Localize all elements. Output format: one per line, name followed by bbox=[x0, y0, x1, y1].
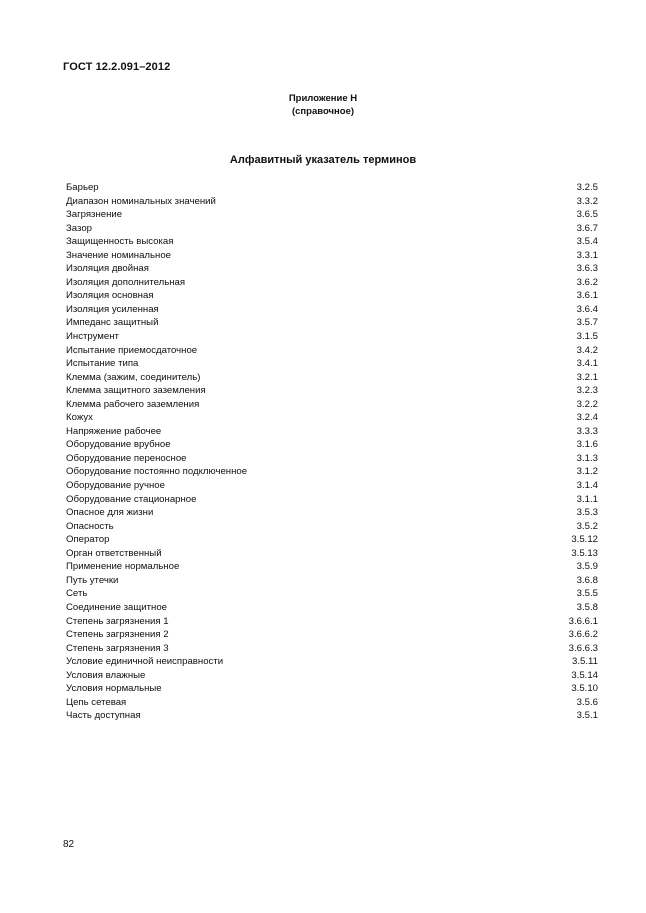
term-name: Напряжение рабочее bbox=[66, 425, 162, 437]
term-reference: 3.6.1 bbox=[576, 290, 598, 302]
term-name: Степень загрязнения 3 bbox=[66, 642, 169, 654]
term-reference: 3.5.7 bbox=[576, 317, 598, 329]
appendix-title: Приложение Н bbox=[288, 93, 358, 104]
term-reference: 3.6.2 bbox=[576, 276, 598, 288]
term-reference: 3.2.3 bbox=[576, 385, 598, 397]
term-reference: 3.1.1 bbox=[576, 493, 598, 505]
appendix-heading bbox=[0, 92, 646, 118]
term-reference: 3.3.1 bbox=[576, 249, 598, 261]
term-entry bbox=[66, 547, 598, 561]
term-name: Цепь сетевая bbox=[66, 696, 127, 708]
term-reference: 3.6.6.3 bbox=[568, 642, 598, 654]
term-entry bbox=[66, 289, 598, 303]
term-reference: 3.2.1 bbox=[576, 371, 598, 383]
index-title: Алфавитный указатель терминов bbox=[229, 154, 417, 166]
term-reference: 3.6.6.1 bbox=[568, 615, 598, 627]
term-name: Испытание приемосдаточное bbox=[66, 344, 198, 356]
term-entry bbox=[66, 235, 598, 249]
term-entry bbox=[66, 249, 598, 263]
term-reference: 3.5.6 bbox=[576, 696, 598, 708]
term-reference: 3.5.1 bbox=[576, 710, 598, 722]
term-entry bbox=[66, 520, 598, 534]
term-name: Изоляция усиленная bbox=[66, 303, 159, 315]
term-name: Клемма рабочего заземления bbox=[66, 398, 200, 410]
term-reference: 3.4.1 bbox=[576, 358, 598, 370]
term-entry bbox=[66, 709, 598, 723]
term-name: Импеданс защитный bbox=[66, 317, 159, 329]
term-name: Орган ответственный bbox=[66, 547, 162, 559]
term-entry bbox=[66, 384, 598, 398]
term-name: Часть доступная bbox=[66, 710, 141, 722]
term-reference: 3.5.13 bbox=[571, 547, 598, 559]
term-reference: 3.6.5 bbox=[576, 209, 598, 221]
term-reference: 3.6.8 bbox=[576, 574, 598, 586]
term-reference: 3.5.10 bbox=[571, 683, 598, 695]
term-reference: 3.5.3 bbox=[576, 507, 598, 519]
term-name: Путь утечки bbox=[66, 574, 119, 586]
term-name: Опасность bbox=[66, 520, 114, 532]
term-entry bbox=[66, 208, 598, 222]
term-entry bbox=[66, 642, 598, 656]
term-name: Применение нормальное bbox=[66, 561, 180, 573]
term-reference: 3.2.4 bbox=[576, 412, 598, 424]
term-entry bbox=[66, 398, 598, 412]
term-reference: 3.1.2 bbox=[576, 466, 598, 478]
term-name: Барьер bbox=[66, 182, 99, 193]
term-name: Степень загрязнения 2 bbox=[66, 629, 169, 641]
term-reference: 3.5.5 bbox=[576, 588, 598, 600]
term-entry bbox=[66, 195, 598, 209]
term-entry bbox=[66, 344, 598, 358]
term-name: Испытание типа bbox=[66, 358, 139, 370]
term-name: Соединение защитное bbox=[66, 601, 167, 613]
term-name: Оператор bbox=[66, 534, 110, 546]
term-entry bbox=[66, 628, 598, 642]
term-entry bbox=[66, 438, 598, 452]
term-reference: 3.1.3 bbox=[576, 452, 598, 464]
term-entry bbox=[66, 533, 598, 547]
term-reference: 3.5.9 bbox=[576, 561, 598, 573]
term-entry bbox=[66, 222, 598, 236]
term-entry bbox=[66, 357, 598, 371]
term-entry bbox=[66, 303, 598, 317]
term-name: Оборудование переносное bbox=[66, 452, 187, 464]
term-entry bbox=[66, 493, 598, 507]
term-entry bbox=[66, 560, 598, 574]
term-entry bbox=[66, 316, 598, 330]
term-entry bbox=[66, 587, 598, 601]
term-entry bbox=[66, 371, 598, 385]
term-name: Зазор bbox=[66, 222, 92, 234]
term-reference: 3.3.3 bbox=[576, 425, 598, 437]
term-name: Степень загрязнения 1 bbox=[66, 615, 169, 627]
term-name: Кожух bbox=[66, 412, 93, 424]
term-name: Загрязнение bbox=[66, 209, 123, 221]
term-entry bbox=[66, 669, 598, 683]
term-reference: 3.1.5 bbox=[576, 331, 598, 343]
term-reference: 3.2.2 bbox=[576, 398, 598, 410]
term-entry bbox=[66, 425, 598, 439]
term-entry bbox=[66, 601, 598, 615]
page-number: 82 bbox=[63, 839, 75, 850]
term-entry bbox=[66, 452, 598, 466]
term-reference: 3.5.14 bbox=[571, 669, 598, 681]
term-name: Оборудование стационарное bbox=[66, 493, 197, 505]
term-entry bbox=[66, 682, 598, 696]
term-name: Оборудование ручное bbox=[66, 480, 165, 492]
term-name: Изоляция дополнительная bbox=[66, 276, 186, 288]
term-entry bbox=[66, 574, 598, 588]
term-name: Диапазон номинальных значений bbox=[66, 195, 216, 207]
term-name: Изоляция двойная bbox=[66, 263, 149, 275]
standard-header: ГОСТ 12.2.091–2012 bbox=[63, 61, 171, 73]
term-name: Изоляция основная bbox=[66, 290, 154, 302]
term-reference: 3.5.11 bbox=[572, 656, 598, 668]
term-name: Защищенность высокая bbox=[66, 236, 174, 248]
term-reference: 3.4.2 bbox=[576, 344, 598, 356]
term-entry bbox=[66, 181, 598, 195]
term-reference: 3.5.8 bbox=[576, 601, 598, 613]
term-name: Клемма защитного заземления bbox=[66, 385, 206, 397]
term-entry bbox=[66, 615, 598, 629]
term-reference: 3.6.7 bbox=[576, 222, 598, 234]
term-name: Оборудование постоянно подключенное bbox=[66, 466, 248, 478]
term-entry bbox=[66, 506, 598, 520]
term-name: Инструмент bbox=[66, 331, 119, 343]
appendix-subtitle: (справочное) bbox=[291, 106, 355, 117]
term-reference: 3.2.5 bbox=[576, 182, 598, 193]
term-reference: 3.3.2 bbox=[576, 195, 598, 207]
term-entry bbox=[66, 479, 598, 493]
term-reference: 3.5.4 bbox=[576, 236, 598, 248]
term-name: Сеть bbox=[66, 588, 88, 600]
term-reference: 3.5.12 bbox=[571, 534, 598, 546]
term-entry bbox=[66, 411, 598, 425]
term-entry bbox=[66, 276, 598, 290]
term-entry bbox=[66, 655, 598, 669]
term-index-list bbox=[66, 181, 598, 723]
term-name: Клемма (зажим, соединитель) bbox=[66, 371, 201, 383]
term-entry bbox=[66, 262, 598, 276]
term-reference: 3.5.2 bbox=[576, 520, 598, 532]
term-reference: 3.6.3 bbox=[576, 263, 598, 275]
term-name: Оборудование врубное bbox=[66, 439, 171, 451]
term-reference: 3.1.4 bbox=[576, 480, 598, 492]
term-reference: 3.6.4 bbox=[576, 303, 598, 315]
term-entry bbox=[66, 330, 598, 344]
term-name: Условия влажные bbox=[66, 669, 146, 681]
term-reference: 3.1.6 bbox=[576, 439, 598, 451]
term-entry bbox=[66, 696, 598, 710]
term-name: Условие единичной неисправности bbox=[66, 656, 224, 668]
term-name: Условия нормальные bbox=[66, 683, 162, 695]
term-reference: 3.6.6.2 bbox=[568, 629, 598, 641]
term-name: Значение номинальное bbox=[66, 249, 171, 261]
term-name: Опасное для жизни bbox=[66, 507, 154, 519]
term-entry bbox=[66, 465, 598, 479]
